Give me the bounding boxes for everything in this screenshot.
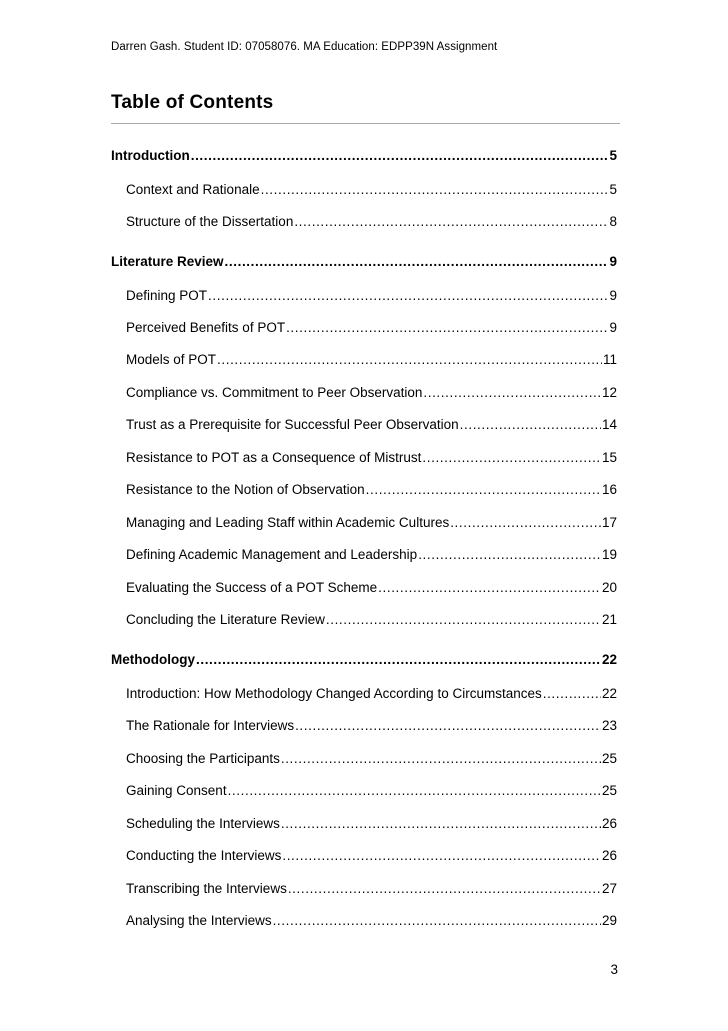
- toc-entry-page: 21: [601, 612, 617, 627]
- toc-entry-page: 15: [601, 450, 617, 465]
- toc-entry-page: 29: [601, 913, 617, 928]
- toc-dot-leader: [450, 514, 601, 532]
- toc-entry-introduction-how-methodology-changed[interactable]: [126, 685, 617, 703]
- title-divider: [111, 123, 620, 124]
- toc-dot-leader: [422, 449, 601, 467]
- toc-dot-leader: [286, 319, 608, 337]
- toc-dot-leader: [282, 847, 601, 865]
- toc-entry-page: 25: [601, 751, 617, 766]
- toc-entry-page: 8: [609, 214, 617, 229]
- toc-entry-trust-as-a-prerequisite[interactable]: [126, 416, 617, 434]
- toc-entry-page: 19: [601, 547, 617, 562]
- toc-entry-page: 9: [609, 254, 617, 269]
- toc-entry-defining-pot[interactable]: [126, 287, 617, 305]
- toc-entry-label: Managing and Leading Staff within Academic Cultures: [126, 515, 450, 530]
- toc-dot-leader: [295, 717, 601, 735]
- toc-entry-structure-of-the-dissertation[interactable]: [126, 213, 617, 231]
- toc-dot-leader: [423, 384, 601, 402]
- toc-title: Table of Contents: [111, 92, 274, 113]
- toc-entry-page: 26: [601, 816, 617, 831]
- toc-entry-concluding-the-literature-review[interactable]: [126, 611, 617, 629]
- toc-entry-label: Defining Academic Management and Leadership: [126, 547, 418, 562]
- toc-dot-leader: [281, 815, 601, 833]
- toc-entry-label: Structure of the Dissertation: [126, 214, 294, 229]
- toc-entry-label: Perceived Benefits of POT: [126, 320, 286, 335]
- running-header: Darren Gash. Student ID: 07058076. MA Education: EDPP39N Assignment: [111, 41, 498, 53]
- toc-dot-leader: [261, 181, 609, 199]
- toc-dot-leader: [326, 611, 601, 629]
- toc-entry-label: Literature Review: [111, 254, 224, 269]
- toc-dot-leader: [366, 481, 601, 499]
- toc-entry-page: 20: [601, 580, 617, 595]
- toc-entry-label: Compliance vs. Commitment to Peer Observation: [126, 385, 423, 400]
- toc-entry-gaining-consent[interactable]: [126, 782, 617, 800]
- toc-entry-page: 5: [609, 182, 617, 197]
- toc-dot-leader: [191, 147, 609, 165]
- toc-entry-page: 5: [609, 148, 617, 163]
- toc-entry-label: Resistance to POT as a Consequence of Mistrust: [126, 450, 422, 465]
- toc-dot-leader: [281, 750, 601, 768]
- toc-dot-leader: [460, 416, 601, 434]
- toc-entry-label: Defining POT: [126, 288, 208, 303]
- toc-entry-label: Choosing the Participants: [126, 751, 280, 766]
- toc-dot-leader: [294, 213, 608, 231]
- toc-dot-leader: [208, 287, 608, 305]
- toc-dot-leader: [543, 685, 601, 703]
- toc-entry-label: Conducting the Interviews: [126, 848, 282, 863]
- toc-entry-label: Trust as a Prerequisite for Successful Peer Observation: [126, 417, 459, 432]
- toc-entry-label: Introduction: How Methodology Changed According to Circumstances: [126, 686, 542, 701]
- toc-dot-leader: [378, 579, 601, 597]
- toc-entry-label: Models of POT: [126, 352, 217, 367]
- toc-entry-page: 11: [602, 352, 617, 367]
- toc-entry-page: 22: [601, 686, 617, 701]
- toc-entry-managing-and-leading-staff[interactable]: [126, 514, 617, 532]
- toc-entry-label: Concluding the Literature Review: [126, 612, 325, 627]
- toc-entry-resistance-to-observation[interactable]: [126, 481, 617, 499]
- toc-entry-methodology[interactable]: [111, 651, 617, 669]
- toc-entry-label: Scheduling the Interviews: [126, 816, 280, 831]
- toc-dot-leader: [217, 351, 602, 369]
- page-number: 3: [610, 962, 618, 977]
- toc-entry-page: 12: [601, 385, 617, 400]
- toc-entry-introduction[interactable]: [111, 147, 617, 165]
- toc-entry-page: 16: [601, 482, 617, 497]
- toc-dot-leader: [273, 912, 601, 930]
- toc-entry-scheduling-the-interviews[interactable]: [126, 815, 617, 833]
- toc-entry-label: Context and Rationale: [126, 182, 260, 197]
- toc-entry-models-of-pot[interactable]: [126, 351, 617, 369]
- toc-entry-label: Introduction: [111, 148, 190, 163]
- toc-entry-resistance-to-pot[interactable]: [126, 449, 617, 467]
- toc-entry-page: 22: [601, 652, 617, 667]
- toc-entry-page: 17: [601, 515, 617, 530]
- toc-entry-label: Gaining Consent: [126, 783, 227, 798]
- toc-entry-choosing-the-participants[interactable]: [126, 750, 617, 768]
- toc-dot-leader: [225, 253, 609, 271]
- toc-entry-label: The Rationale for Interviews: [126, 718, 295, 733]
- toc-entry-page: 9: [609, 288, 617, 303]
- toc-dot-leader: [288, 880, 601, 898]
- toc-entry-perceived-benefits-of-pot[interactable]: [126, 319, 617, 337]
- toc-entry-label: Transcribing the Interviews: [126, 881, 287, 896]
- toc-dot-leader: [418, 546, 601, 564]
- toc-entry-page: 14: [601, 417, 617, 432]
- toc-entry-page: 26: [601, 848, 617, 863]
- toc-entry-page: 9: [609, 320, 617, 335]
- toc-entry-evaluating-the-success[interactable]: [126, 579, 617, 597]
- toc-entry-analysing-the-interviews[interactable]: [126, 912, 617, 930]
- toc-entry-label: Methodology: [111, 652, 195, 667]
- toc-dot-leader: [228, 782, 601, 800]
- toc-entry-transcribing-the-interviews[interactable]: [126, 880, 617, 898]
- toc-entry-context-and-rationale[interactable]: [126, 181, 617, 199]
- toc-entry-page: 27: [601, 881, 617, 896]
- toc-entry-compliance-vs-commitment[interactable]: [126, 384, 617, 402]
- toc-entry-label: Evaluating the Success of a POT Scheme: [126, 580, 378, 595]
- toc-entry-page: 25: [601, 783, 617, 798]
- toc-entry-label: Resistance to the Notion of Observation: [126, 482, 365, 497]
- toc-entry-defining-academic-management[interactable]: [126, 546, 617, 564]
- toc-entry-label: Analysing the Interviews: [126, 913, 272, 928]
- toc-dot-leader: [196, 651, 601, 669]
- toc-entry-rationale-for-interviews[interactable]: [126, 717, 617, 735]
- toc-entry-literature-review[interactable]: [111, 253, 617, 271]
- toc-entry-page: 23: [601, 718, 617, 733]
- toc-entry-conducting-the-interviews[interactable]: [126, 847, 617, 865]
